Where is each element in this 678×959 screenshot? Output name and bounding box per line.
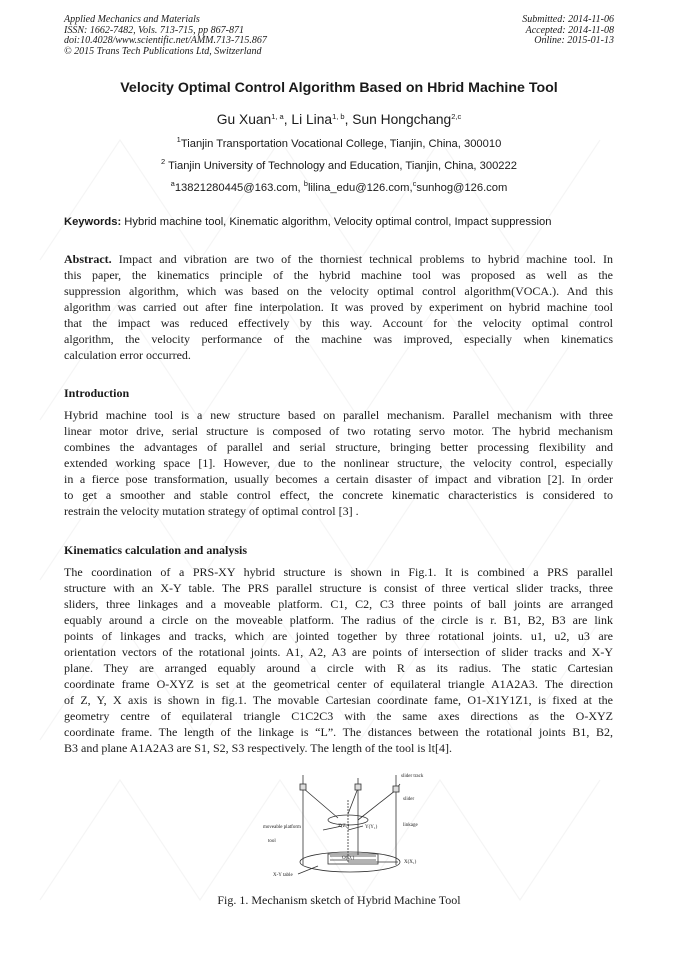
abstract: Abstract. Impact and vibration are two of the thorniest technical problems to hybrid machine tool. In this paper, the kinematics principle of the hybrid machine tool was proposed as well as the suppression algorithm, which was based on the velocity optimal control algorithm(VOCA.). And this algorithm was carried out after fine interpolation. It was proved by experiment on hybrid machine tool that the impact was reduced effectively by this way. Account for the velocity optimal control algorithm, the velocity performance of the machine was improved, especially when kinematics calculation error occurred. — [64, 252, 613, 362]
label-moveable-platform: moveable platform — [263, 825, 301, 830]
section-heading-kinematics: Kinematics calculation and analysis — [64, 543, 248, 557]
y-axis — [348, 826, 363, 830]
label-origin: O(O₁) — [342, 856, 355, 861]
affiliation-1: $^1$Tianjin Transportation Vocational College, Tianjin, China, 300010 — [176, 135, 502, 150]
slider-block — [393, 786, 399, 792]
label-slider: slider — [403, 797, 415, 802]
author-sup: 2,c — [451, 112, 462, 121]
submitted-date: Submitted: 2014-11-06 — [522, 14, 614, 25]
author-name: Sun Hongchang — [352, 112, 452, 127]
label-xy-table: X-Y table — [273, 873, 293, 878]
label-tool: tool — [268, 839, 276, 844]
author-name: Li Lina — [291, 112, 333, 127]
accepted-date: Accepted: 2014-11-08 — [525, 24, 614, 36]
slider-block — [355, 784, 361, 790]
issn-line: ISSN: 1662-7482, Vols. 713-715, pp 867-871 — [64, 24, 244, 36]
figure-caption: Fig. 1. Mechanism sketch of Hybrid Machine Tool — [217, 893, 461, 907]
label-y-axis: Y(Y₁) — [365, 825, 378, 830]
affiliation-2: $^2$ Tianjin University of Technology and Education, Tianjin, China, 300222 — [161, 157, 517, 172]
label-x-axis: X(X₁) — [404, 860, 417, 865]
doi-line: doi:10.4028/www.scientific.net/AMM.713-715.867 — [64, 35, 267, 47]
keywords-label: Keywords: — [64, 216, 122, 228]
copyright-line: © 2015 Trans Tech Publications Ltd, Switzerland — [64, 45, 262, 57]
linkage-2 — [358, 790, 396, 820]
keywords — [64, 216, 624, 228]
label-linkage: linkage — [403, 823, 418, 828]
journal-name: Applied Mechanics and Materials — [64, 14, 200, 25]
mechanism-sketch-figure — [258, 770, 428, 880]
introduction-paragraph: Hybrid machine tool is a new structure based on parallel mechanism. Parallel mechanism with three linear motor drive, serial structure is composed of two rotating servo motor. The hybrid mechanism combines the advantages of parallel and serial structure, bringing better processing flexibility and extended working space [1]. However, due to the nonlinear structure, the velocity control, especially in a fierce pose transformation, usually becomes a certain disaster of impact and vibration [2]. In order to get a smoother and stable control effect, the concrete kinematic characteristics is considered to restrain the velocity mutation strategy of optimal control [3] . — [64, 408, 613, 518]
linkage-1 — [303, 788, 338, 818]
section-heading-introduction: Introduction — [64, 386, 130, 400]
label-z-axis: Z(Z₁) — [338, 824, 350, 829]
label-slider-track: slider track — [401, 774, 424, 779]
author-sup: 1, a — [271, 112, 284, 121]
paper-title: Velocity Optimal Control Algorithm Based on Hbrid Machine Tool — [120, 80, 558, 96]
linkage-3 — [348, 788, 358, 814]
kinematics-paragraph: The coordination of a PRS-XY hybrid structure is shown in Fig.1. It is combined a PRS parallel structure with an X-Y table. The PRS parallel structure is consist of three vertical slider tracks, three sliders, three linkages and a moveable platform. C1, C2, C3 three points of ball joints are arranged equably around a circle on the moveable platform. The radius of the circle is r. B1, B2, B3 are link points of linkages and tracks, which are jointed together by three rotational joints. u1, u2, u3 are orientation vectors of the rotational joints. A1, A2, A3 are points of intersection of slider tracks and X-Y plane. They are arranged equably around a circle with R as its radius. The static Cartesian coordinate frame O-XYZ is set at the geometrical center of equilateral triangle A1A2A3. The direction of Z, Y, X axis is shown in fig.1. The movable Cartesian coordinate fame, O1-X1Y1Z1, is fixed at the geometry centre of equilateral triangle C1C2C3 with the same axes directions as the O-XYZ coordinate frame. The length of the linkage is “L”. The distances between the rotational joints B1, B2, B3 and plane A1A2A3 are S1, S2, S3 respectively. The length of the tool is lt[4]. — [64, 565, 613, 755]
submission-dates — [522, 15, 614, 47]
abstract-label: Abstract. — [64, 252, 112, 266]
keywords-text: Hybrid machine tool, Kinematic algorithm, Velocity optimal control, Impact suppression — [121, 216, 552, 228]
journal-info — [64, 15, 267, 57]
author-line: Gu Xuan$^{1, a}$, Li Lina$^{1, b}$, Sun Hongchang$^{2,c}$ — [216, 112, 462, 127]
author-sup: 1, b — [332, 112, 345, 121]
slider-block — [300, 784, 306, 790]
author-name: Gu Xuan — [216, 112, 272, 127]
email-line: $^a$13821280445@163.com, $^b$lilina_edu@126.com,$^c$sunhog@126.com — [170, 179, 508, 194]
online-date: Online: 2015-01-13 — [534, 35, 614, 47]
